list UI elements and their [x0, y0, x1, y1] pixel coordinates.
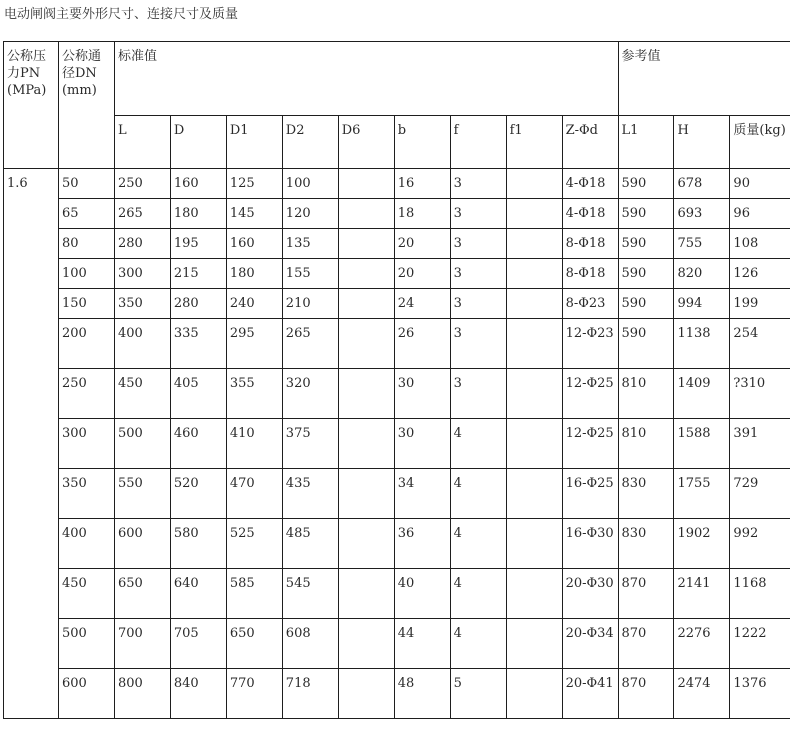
cell-l1: 590 — [618, 319, 674, 369]
cell-mass: 96 — [730, 199, 790, 229]
cell-dn: 600 — [58, 669, 114, 719]
cell-z: 4-Φ18 — [562, 169, 618, 199]
cell-d6 — [338, 419, 394, 469]
col-header: 质量(kg) — [730, 116, 790, 169]
cell-f: 3 — [450, 229, 506, 259]
cell-d6 — [338, 669, 394, 719]
cell-d2: 485 — [282, 519, 338, 569]
cell-z: 12-Φ25 — [562, 369, 618, 419]
cell-d: 215 — [170, 259, 226, 289]
cell-mass: 1222 — [730, 619, 790, 669]
cell-d1: 650 — [226, 619, 282, 669]
cell-d1: 295 — [226, 319, 282, 369]
cell-d1: 355 — [226, 369, 282, 419]
pn-cell: 1.6 — [4, 169, 59, 719]
cell-h: 1409 — [674, 369, 730, 419]
cell-d1: 240 — [226, 289, 282, 319]
cell-b: 26 — [394, 319, 450, 369]
cell-h: 994 — [674, 289, 730, 319]
cell-dn: 450 — [58, 569, 114, 619]
page-title: 电动闸阀主要外形尺寸、连接尺寸及质量 — [4, 7, 239, 22]
table-row — [4, 469, 790, 519]
cell-d2: 210 — [282, 289, 338, 319]
table-row — [4, 419, 790, 469]
col-header: D6 — [338, 116, 394, 169]
cell-h: 1902 — [674, 519, 730, 569]
cell-d6 — [338, 289, 394, 319]
cell-d1: 410 — [226, 419, 282, 469]
cell-l: 250 — [114, 169, 170, 199]
cell-d2: 435 — [282, 469, 338, 519]
cell-h: 2276 — [674, 619, 730, 669]
col-header: L1 — [618, 116, 674, 169]
cell-f1 — [506, 259, 562, 289]
cell-l1: 590 — [618, 169, 674, 199]
cell-l1: 810 — [618, 369, 674, 419]
cell-d: 840 — [170, 669, 226, 719]
cell-l1: 590 — [618, 289, 674, 319]
table-row — [4, 199, 790, 229]
cell-dn: 200 — [58, 319, 114, 369]
cell-h: 678 — [674, 169, 730, 199]
cell-h: 1588 — [674, 419, 730, 469]
cell-f1 — [506, 289, 562, 319]
cell-b: 18 — [394, 199, 450, 229]
cell-d: 640 — [170, 569, 226, 619]
col-header: D2 — [282, 116, 338, 169]
cell-l: 550 — [114, 469, 170, 519]
cell-d2: 120 — [282, 199, 338, 229]
cell-d: 160 — [170, 169, 226, 199]
cell-d6 — [338, 619, 394, 669]
table-row — [4, 229, 790, 259]
cell-d1: 125 — [226, 169, 282, 199]
cell-l: 600 — [114, 519, 170, 569]
cell-d1: 145 — [226, 199, 282, 229]
cell-f: 3 — [450, 319, 506, 369]
cell-l1: 590 — [618, 259, 674, 289]
cell-dn: 50 — [58, 169, 114, 199]
cell-h: 1755 — [674, 469, 730, 519]
cell-z: 20-Φ30 — [562, 569, 618, 619]
cell-d6 — [338, 569, 394, 619]
cell-mass: ?310 — [730, 369, 790, 419]
cell-d2: 155 — [282, 259, 338, 289]
cell-d: 180 — [170, 199, 226, 229]
col-header: f1 — [506, 116, 562, 169]
valve-dimension-table — [3, 41, 790, 719]
table-row — [4, 619, 790, 669]
cell-d1: 525 — [226, 519, 282, 569]
cell-z: 8-Φ18 — [562, 229, 618, 259]
cell-f1 — [506, 569, 562, 619]
cell-f1 — [506, 519, 562, 569]
cell-mass: 254 — [730, 319, 790, 369]
cell-f1 — [506, 469, 562, 519]
cell-d: 405 — [170, 369, 226, 419]
cell-z: 20-Φ34 — [562, 619, 618, 669]
cell-f1 — [506, 619, 562, 669]
cell-l1: 830 — [618, 519, 674, 569]
header-dn: 公称通径DN(mm) — [58, 42, 114, 169]
cell-d: 280 — [170, 289, 226, 319]
cell-z: 16-Φ30 — [562, 519, 618, 569]
col-header: D — [170, 116, 226, 169]
cell-d6 — [338, 259, 394, 289]
table-row — [4, 289, 790, 319]
cell-dn: 250 — [58, 369, 114, 419]
cell-f: 4 — [450, 469, 506, 519]
cell-l: 700 — [114, 619, 170, 669]
cell-b: 34 — [394, 469, 450, 519]
cell-l: 280 — [114, 229, 170, 259]
cell-f1 — [506, 369, 562, 419]
cell-l1: 870 — [618, 619, 674, 669]
cell-f: 3 — [450, 199, 506, 229]
col-header: Z-Φd — [562, 116, 618, 169]
cell-f1 — [506, 199, 562, 229]
cell-d: 335 — [170, 319, 226, 369]
cell-f1 — [506, 229, 562, 259]
cell-d6 — [338, 199, 394, 229]
cell-l: 300 — [114, 259, 170, 289]
cell-mass: 199 — [730, 289, 790, 319]
cell-b: 16 — [394, 169, 450, 199]
cell-h: 1138 — [674, 319, 730, 369]
cell-h: 2474 — [674, 669, 730, 719]
cell-d6 — [338, 169, 394, 199]
cell-f: 4 — [450, 419, 506, 469]
cell-d6 — [338, 319, 394, 369]
table-row — [4, 169, 790, 199]
cell-b: 48 — [394, 669, 450, 719]
table-row — [4, 569, 790, 619]
cell-l1: 590 — [618, 229, 674, 259]
cell-z: 4-Φ18 — [562, 199, 618, 229]
table-row — [4, 259, 790, 289]
cell-d2: 320 — [282, 369, 338, 419]
cell-mass: 992 — [730, 519, 790, 569]
cell-l: 650 — [114, 569, 170, 619]
cell-l1: 590 — [618, 199, 674, 229]
cell-d2: 135 — [282, 229, 338, 259]
cell-b: 20 — [394, 259, 450, 289]
cell-l1: 870 — [618, 669, 674, 719]
header-reference: 参考值 — [618, 42, 790, 116]
col-header: b — [394, 116, 450, 169]
header-standard: 标准值 — [114, 42, 618, 116]
cell-d: 705 — [170, 619, 226, 669]
cell-d1: 470 — [226, 469, 282, 519]
cell-d2: 608 — [282, 619, 338, 669]
cell-l1: 870 — [618, 569, 674, 619]
cell-dn: 300 — [58, 419, 114, 469]
cell-d: 520 — [170, 469, 226, 519]
col-header: D1 — [226, 116, 282, 169]
cell-z: 12-Φ23 — [562, 319, 618, 369]
cell-d2: 718 — [282, 669, 338, 719]
cell-dn: 150 — [58, 289, 114, 319]
cell-d6 — [338, 369, 394, 419]
col-header: H — [674, 116, 730, 169]
cell-z: 8-Φ23 — [562, 289, 618, 319]
cell-mass: 126 — [730, 259, 790, 289]
cell-b: 40 — [394, 569, 450, 619]
cell-f: 3 — [450, 369, 506, 419]
cell-dn: 500 — [58, 619, 114, 669]
cell-dn: 65 — [58, 199, 114, 229]
table-row — [4, 669, 790, 719]
cell-h: 820 — [674, 259, 730, 289]
table-row — [4, 519, 790, 569]
cell-l1: 830 — [618, 469, 674, 519]
table-row — [4, 319, 790, 369]
cell-l: 265 — [114, 199, 170, 229]
cell-dn: 80 — [58, 229, 114, 259]
cell-b: 30 — [394, 419, 450, 469]
cell-d6 — [338, 469, 394, 519]
cell-f1 — [506, 419, 562, 469]
cell-h: 693 — [674, 199, 730, 229]
cell-d6 — [338, 519, 394, 569]
table-row — [4, 369, 790, 419]
cell-z: 12-Φ25 — [562, 419, 618, 469]
cell-l: 400 — [114, 319, 170, 369]
cell-l: 450 — [114, 369, 170, 419]
cell-b: 44 — [394, 619, 450, 669]
header-pn: 公称压力PN(MPa) — [4, 42, 59, 169]
cell-d6 — [338, 229, 394, 259]
cell-h: 2141 — [674, 569, 730, 619]
cell-d1: 160 — [226, 229, 282, 259]
cell-mass: 729 — [730, 469, 790, 519]
cell-d2: 545 — [282, 569, 338, 619]
cell-f: 4 — [450, 569, 506, 619]
cell-b: 24 — [394, 289, 450, 319]
cell-mass: 108 — [730, 229, 790, 259]
cell-d2: 375 — [282, 419, 338, 469]
cell-l: 500 — [114, 419, 170, 469]
cell-z: 16-Φ25 — [562, 469, 618, 519]
cell-b: 36 — [394, 519, 450, 569]
cell-d1: 585 — [226, 569, 282, 619]
cell-f1 — [506, 169, 562, 199]
cell-f1 — [506, 319, 562, 369]
cell-dn: 400 — [58, 519, 114, 569]
cell-f: 4 — [450, 519, 506, 569]
cell-l: 350 — [114, 289, 170, 319]
cell-d2: 265 — [282, 319, 338, 369]
cell-d: 195 — [170, 229, 226, 259]
column-header-row — [4, 116, 790, 169]
cell-dn: 350 — [58, 469, 114, 519]
cell-b: 20 — [394, 229, 450, 259]
cell-f: 3 — [450, 169, 506, 199]
cell-d: 580 — [170, 519, 226, 569]
cell-mass: 391 — [730, 419, 790, 469]
cell-z: 20-Φ41 — [562, 669, 618, 719]
cell-dn: 100 — [58, 259, 114, 289]
cell-f: 3 — [450, 259, 506, 289]
col-header: f — [450, 116, 506, 169]
cell-l: 800 — [114, 669, 170, 719]
cell-f: 3 — [450, 289, 506, 319]
cell-d2: 100 — [282, 169, 338, 199]
cell-h: 755 — [674, 229, 730, 259]
col-header: L — [114, 116, 170, 169]
cell-f: 4 — [450, 619, 506, 669]
cell-mass: 1376 — [730, 669, 790, 719]
cell-l1: 810 — [618, 419, 674, 469]
cell-b: 30 — [394, 369, 450, 419]
cell-f: 5 — [450, 669, 506, 719]
cell-d1: 180 — [226, 259, 282, 289]
cell-d1: 770 — [226, 669, 282, 719]
cell-f1 — [506, 669, 562, 719]
cell-z: 8-Φ18 — [562, 259, 618, 289]
cell-d: 460 — [170, 419, 226, 469]
cell-mass: 90 — [730, 169, 790, 199]
cell-mass: 1168 — [730, 569, 790, 619]
